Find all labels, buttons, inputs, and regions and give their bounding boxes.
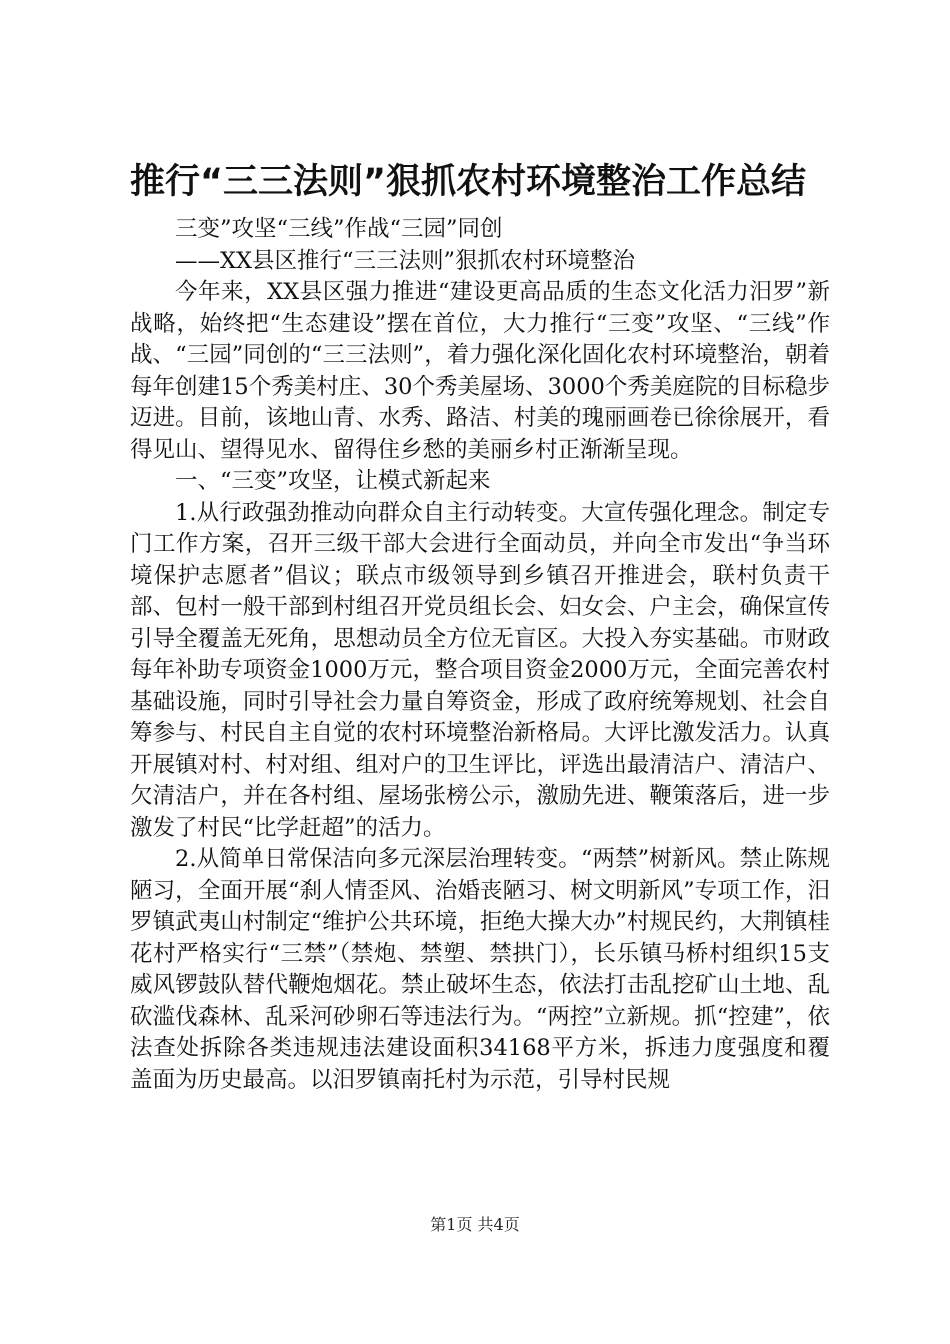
subtitle-line: ——XX县区推行“三三法则”狠抓农村环境整治	[175, 247, 636, 274]
section-heading: 一、“三变”攻坚，让模式新起来	[175, 468, 491, 494]
paragraph: 今年来，XX县区强力推进“建设更高品质的生态文化活力汨罗”新战略，始终把“生态建设”摆在首位，大力推行“三变”攻坚、“三线”作战、“三园”同创的“三三法则”，着力强化深化固化农村环境整治，朝着每年创建15个秀美村庄、30个秀美屋场、3000个秀美庭院的目标稳步迈进。目前，该地山青、水秀、路洁、村美的瑰丽画卷已徐徐展开，看得见山、望得见水、留得住乡愁的美丽乡村正渐渐呈现。	[130, 279, 830, 463]
paragraph: 2.从简单日常保洁向多元深层治理转变。“两禁”树新风。禁止陈规陋习，全面开展“刹人情歪风、治婚丧陋习、树文明新风”专项工作，汨罗镇武夷山村制定“维护公共环境，拒绝大操大办”村规民约，大荆镇桂花村严格实行“三禁”（禁炮、禁塑、禁拱门），长乐镇马桥村组织15支威风锣鼓队替代鞭炮烟花。禁止破坏生态，依法打击乱挖矿山土地、乱砍滥伐森林、乱采河砂卵石等违法行为。“两控”立新规。抓“控建”，依法查处拆除各类违规违法建设面积34168平方米，拆违力度强度和覆盖面为历史最高。以汨罗镇南托村为示范，引导村民规	[130, 846, 830, 1093]
document-body	[130, 214, 830, 1096]
page-footer: 第1页 共4页	[430, 1215, 520, 1234]
document-page	[130, 160, 830, 1096]
subtitle-line: 三变”攻坚“三线”作战“三园”同创	[175, 216, 503, 242]
document-title: 推行“三三法则”狠抓农村环境整治工作总结	[130, 162, 807, 202]
paragraph: 1.从行政强劲推动向群众自主行动转变。大宣传强化理念。制定专门工作方案，召开三级干部大会进行全面动员，并向全市发出“争当环境保护志愿者”倡议；联点市级领导到乡镇召开推进会，联村负责干部、包村一般干部到村组召开党员组长会、妇女会、户主会，确保宣传引导全覆盖无死角，思想动员全方位无盲区。大投入夯实基础。市财政每年补助专项资金1000万元，整合项目资金2000万元，全面完善农村基础设施，同时引导社会力量自筹资金，形成了政府统筹规划、社会自筹参与、村民自主自觉的农村环境整治新格局。大评比激发活力。认真开展镇对村、村对组、组对户的卫生评比，评选出最清洁户、清洁户、欠清洁户，并在各村组、屋场张榜公示，激励先进、鞭策落后，进一步激发了村民“比学赶超”的活力。	[130, 499, 830, 841]
